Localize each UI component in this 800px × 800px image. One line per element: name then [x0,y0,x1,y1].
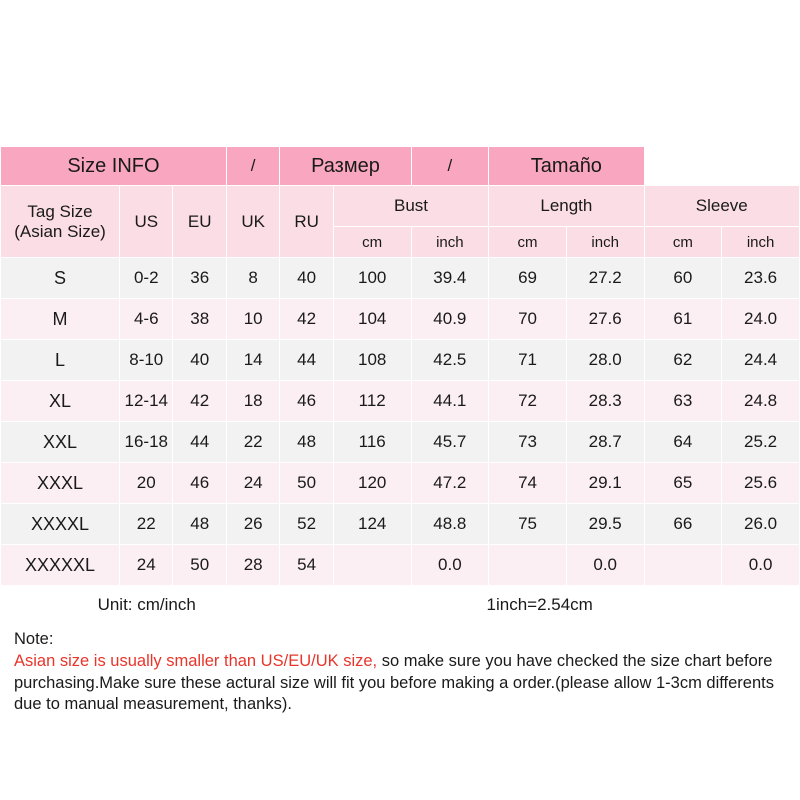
cell-sleeve-cm: 62 [644,340,722,381]
cell-ru: 48 [280,422,333,463]
cell-tag: M [1,299,120,340]
cell-length-inch: 29.1 [566,463,644,504]
cell-bust-cm: 120 [333,463,411,504]
title-tamano: Tamaño [489,147,644,186]
cell-bust-cm: 124 [333,504,411,545]
cell-sleeve-inch: 26.0 [722,504,800,545]
cell-uk: 26 [226,504,279,545]
cell-length-inch: 28.0 [566,340,644,381]
cell-length-inch: 0.0 [566,545,644,586]
header-us: US [120,186,173,258]
cell-uk: 18 [226,381,279,422]
cell-length-cm [489,545,567,586]
cell-ru: 46 [280,381,333,422]
cell-eu: 38 [173,299,226,340]
table-row [1,504,800,545]
cell-uk: 22 [226,422,279,463]
cell-tag: XXXXL [1,504,120,545]
cell-us: 8-10 [120,340,173,381]
header-sleeve-inch: inch [722,227,800,258]
cell-bust-inch: 48.8 [411,504,489,545]
header-sleeve-cm: cm [644,227,722,258]
title-row [1,147,800,186]
cell-tag: L [1,340,120,381]
table-row [1,422,800,463]
cell-us: 16-18 [120,422,173,463]
cell-eu: 36 [173,258,226,299]
header-uk: UK [226,186,279,258]
size-chart-body [1,258,800,625]
cell-ru: 52 [280,504,333,545]
cell-bust-inch: 39.4 [411,258,489,299]
cell-bust-inch: 42.5 [411,340,489,381]
table-row [1,340,800,381]
header-length-cm: cm [489,227,567,258]
cell-bust-inch: 45.7 [411,422,489,463]
cell-tag: XXL [1,422,120,463]
header-tag-size-line2: (Asian Size) [14,221,106,241]
cell-sleeve-cm: 64 [644,422,722,463]
table-row [1,258,800,299]
header-tag-size-line1: Tag Size [27,201,93,221]
cell-bust-inch: 44.1 [411,381,489,422]
table-row [1,545,800,586]
cell-bust-cm: 108 [333,340,411,381]
header-bust-inch: inch [411,227,489,258]
cell-eu: 44 [173,422,226,463]
cell-bust-cm: 104 [333,299,411,340]
header-eu: EU [173,186,226,258]
header-bust-cm: cm [333,227,411,258]
cell-tag: XXXL [1,463,120,504]
cell-sleeve-cm: 63 [644,381,722,422]
note-body-text: so make sure you have checked the size chart before purchasing.Make sure these actural size will fit you before making a order.(please allow 1-3cm differents due to manual measurement, thanks). [14,652,774,714]
cell-sleeve-inch: 24.0 [722,299,800,340]
cell-sleeve-cm: 61 [644,299,722,340]
cell-ru: 50 [280,463,333,504]
cell-us: 20 [120,463,173,504]
cell-eu: 50 [173,545,226,586]
cell-bust-inch: 47.2 [411,463,489,504]
cell-length-inch: 27.2 [566,258,644,299]
cell-sleeve-inch: 23.6 [722,258,800,299]
cell-us: 0-2 [120,258,173,299]
cell-length-cm: 73 [489,422,567,463]
cell-length-inch: 27.6 [566,299,644,340]
cell-bust-inch: 0.0 [411,545,489,586]
cell-sleeve-cm: 66 [644,504,722,545]
title-separator-1: / [226,147,279,186]
size-chart-table [0,146,800,625]
header-bust: Bust [333,186,488,227]
table-row [1,381,800,422]
cell-bust-cm: 100 [333,258,411,299]
cell-length-cm: 69 [489,258,567,299]
note-label: Note: [14,630,54,648]
cell-eu: 48 [173,504,226,545]
cell-us: 12-14 [120,381,173,422]
note-warning-text: Asian size is usually smaller than US/EU/UK size, [14,652,378,671]
table-row [1,299,800,340]
cell-tag: XXXXXL [1,545,120,586]
cell-length-inch: 28.7 [566,422,644,463]
cell-length-inch: 28.3 [566,381,644,422]
cell-bust-inch: 40.9 [411,299,489,340]
cell-uk: 14 [226,340,279,381]
cell-ru: 42 [280,299,333,340]
cell-uk: 28 [226,545,279,586]
size-chart-sheet [0,146,800,724]
header-length: Length [489,186,644,227]
header-ru: RU [280,186,333,258]
unit-label: Unit: cm/inch [1,586,280,625]
header-length-inch: inch [566,227,644,258]
cell-ru: 44 [280,340,333,381]
cell-bust-cm [333,545,411,586]
unit-row [1,586,800,625]
cell-length-cm: 71 [489,340,567,381]
cell-sleeve-inch: 25.2 [722,422,800,463]
cell-length-cm: 75 [489,504,567,545]
cell-uk: 8 [226,258,279,299]
cell-sleeve-inch: 24.8 [722,381,800,422]
title-separator-2: / [411,147,489,186]
cell-eu: 42 [173,381,226,422]
cell-length-inch: 29.5 [566,504,644,545]
title-blank [644,147,799,186]
note-box [0,625,800,724]
cell-tag: XL [1,381,120,422]
title-razmer: Размер [280,147,411,186]
title-size-info: Size INFO [1,147,227,186]
cell-sleeve-inch: 25.6 [722,463,800,504]
cell-bust-cm: 112 [333,381,411,422]
cell-length-cm: 74 [489,463,567,504]
cell-eu: 40 [173,340,226,381]
cell-sleeve-cm [644,545,722,586]
cell-us: 22 [120,504,173,545]
cell-us: 4-6 [120,299,173,340]
cell-length-cm: 72 [489,381,567,422]
header-sleeve: Sleeve [644,186,799,227]
cell-length-cm: 70 [489,299,567,340]
cell-sleeve-inch: 24.4 [722,340,800,381]
table-row [1,463,800,504]
cell-tag: S [1,258,120,299]
unit-conversion: 1inch=2.54cm [280,586,800,625]
cell-bust-cm: 116 [333,422,411,463]
cell-us: 24 [120,545,173,586]
cell-eu: 46 [173,463,226,504]
cell-uk: 10 [226,299,279,340]
cell-sleeve-cm: 65 [644,463,722,504]
cell-sleeve-cm: 60 [644,258,722,299]
cell-ru: 40 [280,258,333,299]
cell-ru: 54 [280,545,333,586]
header-tag-size [1,186,120,258]
cell-uk: 24 [226,463,279,504]
header-row-primary [1,186,800,227]
cell-sleeve-inch: 0.0 [722,545,800,586]
